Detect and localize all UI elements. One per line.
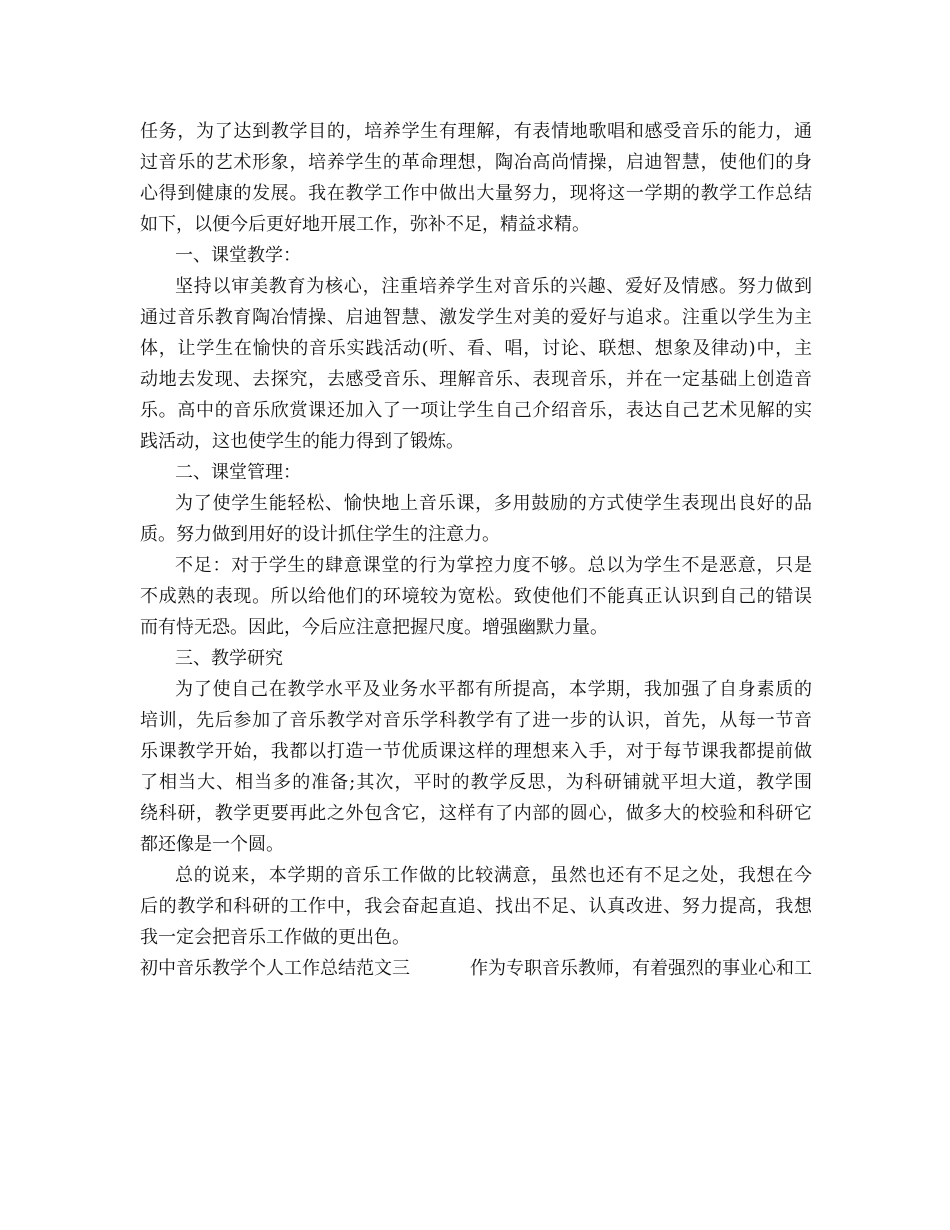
intro-paragraph [140,116,812,240]
deficiency-paragraph [140,550,812,643]
section-heading-classroom-management: 二、课堂管理： [175,462,301,483]
text-line: 而有恃无恐。因此，今后应注意把握尺度。增强幽默力量。 [140,617,608,638]
classroom-teaching-paragraph [140,271,812,457]
classroom-management-paragraph [140,488,812,550]
text-line: 为了使学生能轻松、愉快地上音乐课，多用鼓励的方式使学生表现出良好的品 [175,493,812,514]
text-line: 心得到健康的发展。我在教学工作中做出大量努力，现将这一学期的教学工作总结 [140,183,812,204]
next-article-opening: 作为专职音乐教师，有着强烈的事业心和工 [470,958,812,979]
text-line: 如下，以便今后更好地开展工作，弥补不足，精益求精。 [140,214,590,235]
text-line: 质。努力做到用好的设计抓住学生的注意力。 [140,524,500,545]
text-line: 培训，先后参加了音乐教学对音乐学科教学有了进一步的认识，首先，从每一节音 [140,710,812,731]
text-line: 体，让学生在愉快的音乐实践活动(听、看、唱，讨论、联想、想象及律动)中，主 [140,338,812,359]
text-line: 任务，为了达到教学目的，培养学生有理解，有表情地歌唱和感受音乐的能力，通 [140,121,812,142]
text-line: 了相当大、相当多的准备;其次，平时的教学反思，为科研铺就平坦大道，教学围 [140,772,812,793]
next-article-line [140,953,812,984]
text-line: 践活动，这也使学生的能力得到了锻炼。 [140,431,464,452]
text-line: 都还像是一个圆。 [140,834,284,855]
section-heading-classroom-teaching: 一、课堂教学： [175,245,301,266]
text-line: 过音乐的艺术形象，培养学生的革命理想，陶冶高尚情操，启迪智慧，使他们的身 [140,152,812,173]
text-line: 绕科研，教学更要再此之外包含它，这样有了内部的圆心，做多大的校验和科研它 [140,803,812,824]
text-line: 后的教学和科研的工作中，我会奋起直追、找出不足、认真改进、努力提高，我想 [140,896,812,917]
text-line: 坚持以审美教育为核心，注重培养学生对音乐的兴趣、爱好及情感。努力做到 [175,276,812,297]
document-body [140,116,812,984]
next-article-title: 初中音乐教学个人工作总结范文三 [140,958,410,979]
text-line: 为了使自己在教学水平及业务水平都有所提高，本学期，我加强了自身素质的 [175,679,812,700]
text-line: 动地去发现、去探究，去感受音乐、理解音乐、表现音乐，并在一定基础上创造音 [140,369,812,390]
text-line: 通过音乐教育陶冶情操、启迪智慧、激发学生对美的爱好与追求。注重以学生为主 [140,307,812,328]
text-line: 不成熟的表现。所以给他们的环境较为宽松。致使他们不能真正认识到自己的错误 [140,586,812,607]
text-line: 不足：对于学生的肆意课堂的行为掌控力度不够。总以为学生不是恶意，只是 [175,555,812,576]
summary-paragraph [140,860,812,953]
teaching-research-paragraph [140,674,812,860]
text-line: 乐课教学开始，我都以打造一节优质课这样的理想来入手，对于每节课我都提前做 [140,741,812,762]
text-line: 我一定会把音乐工作做的更出色。 [140,927,410,948]
section-heading-teaching-research: 三、教学研究 [175,648,283,669]
text-line: 乐。高中的音乐欣赏课还加入了一项让学生自己介绍音乐，表达自己艺术见解的实 [140,400,812,421]
text-line: 总的说来，本学期的音乐工作做的比较满意，虽然也还有不足之处，我想在今 [175,865,812,886]
